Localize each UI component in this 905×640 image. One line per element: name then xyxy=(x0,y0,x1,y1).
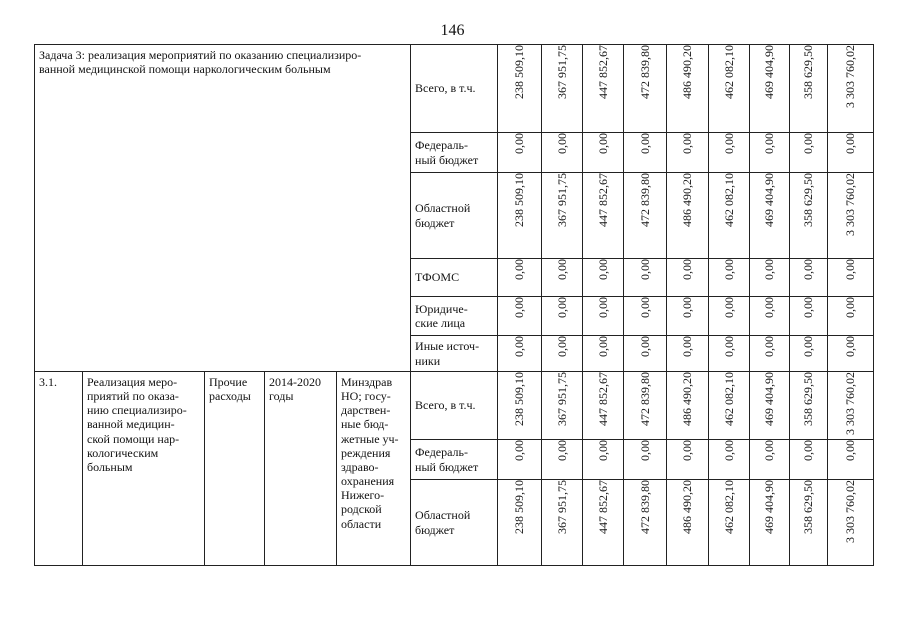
activity-name-line: нию специализиро- xyxy=(87,403,187,418)
value-2017: 0,00 xyxy=(637,336,652,357)
page-number: 146 xyxy=(440,22,465,39)
value-2014: 0,00 xyxy=(512,133,527,154)
source-line: Всего, в т.ч. xyxy=(415,398,476,413)
value-2015: 0,00 xyxy=(554,259,569,280)
value-extra: 0,00 xyxy=(801,259,816,280)
activity-name-line: кологическим xyxy=(87,445,159,460)
executor-line: ные бюд- xyxy=(341,417,389,432)
value-2020: 469 404,90 xyxy=(762,480,777,534)
value-total: 3 303 760,02 xyxy=(843,173,858,236)
source-line: Федераль- xyxy=(415,445,469,460)
source-label xyxy=(411,259,498,297)
source-label xyxy=(411,480,498,566)
executor-line: родской xyxy=(341,502,382,517)
source-line: ный бюджет xyxy=(415,459,479,474)
source-label xyxy=(411,173,498,259)
period-line: годы xyxy=(269,389,294,404)
expense-type-line: Прочие xyxy=(209,375,248,389)
value-2020: 469 404,90 xyxy=(762,45,777,99)
executor-line: жетные уч- xyxy=(341,431,399,446)
value-2018: 0,00 xyxy=(680,440,695,461)
value-2020: 469 404,90 xyxy=(762,173,777,227)
executor-line: здраво- xyxy=(341,459,379,474)
source-line: ские лица xyxy=(415,316,466,330)
executor-line: НО; госу- xyxy=(341,389,391,404)
value-2019: 0,00 xyxy=(721,133,736,154)
value-2020: 0,00 xyxy=(762,259,777,280)
value-total: 0,00 xyxy=(843,440,858,461)
source-line: бюджет xyxy=(415,215,455,230)
task-line: Задача 3: реализация мероприятий по оказанию специализиро- xyxy=(39,48,362,62)
value-2019: 0,00 xyxy=(721,336,736,357)
value-2020: 0,00 xyxy=(762,133,777,154)
executor-line: Минздрав xyxy=(341,375,393,389)
value-total: 0,00 xyxy=(843,297,858,318)
value-2016: 447 852,67 xyxy=(595,372,610,426)
source-line: ТФОМС xyxy=(415,270,460,285)
activity-name-line: больным xyxy=(87,459,133,474)
value-2016: 0,00 xyxy=(595,297,610,318)
value-total: 3 303 760,02 xyxy=(843,372,858,435)
value-2018: 0,00 xyxy=(680,133,695,154)
activity-name-line: приятий по оказа- xyxy=(87,389,179,404)
value-2019: 0,00 xyxy=(721,297,736,318)
activity-name-line: ской помощи нар- xyxy=(87,431,180,446)
source-line: Федераль- xyxy=(415,138,469,153)
expense-type xyxy=(205,372,265,566)
source-line: ный бюджет xyxy=(415,152,479,167)
task-row-total xyxy=(35,45,874,133)
source-label xyxy=(411,336,498,372)
value-extra: 358 629,50 xyxy=(801,45,816,99)
value-2018: 0,00 xyxy=(680,297,695,318)
value-2019: 0,00 xyxy=(721,259,736,280)
source-line: бюджет xyxy=(415,522,455,537)
value-2018: 486 490,20 xyxy=(680,45,695,99)
source-line: ники xyxy=(415,353,441,368)
value-extra: 0,00 xyxy=(801,440,816,461)
value-2018: 0,00 xyxy=(680,336,695,357)
value-total: 0,00 xyxy=(843,336,858,357)
value-2015: 0,00 xyxy=(554,336,569,357)
value-2017: 0,00 xyxy=(637,259,652,280)
value-total: 0,00 xyxy=(843,133,858,154)
value-2019: 462 082,10 xyxy=(721,480,736,534)
value-2017: 472 839,80 xyxy=(637,480,652,534)
value-2015: 0,00 xyxy=(554,440,569,461)
value-2014: 238 509,10 xyxy=(512,372,527,426)
period-line: 2014-2020 xyxy=(269,375,321,389)
value-2015: 0,00 xyxy=(554,297,569,318)
value-extra: 358 629,50 xyxy=(801,372,816,426)
value-2014: 0,00 xyxy=(512,336,527,357)
executor-line: области xyxy=(341,516,382,531)
executor-line: Нижего- xyxy=(341,488,385,503)
source-label xyxy=(411,372,498,440)
value-2019: 462 082,10 xyxy=(721,173,736,227)
expense-type-line: расходы xyxy=(209,389,251,404)
value-2014: 238 509,10 xyxy=(512,480,527,534)
source-label xyxy=(411,45,498,133)
value-total: 3 303 760,02 xyxy=(843,480,858,543)
value-total: 0,00 xyxy=(843,259,858,280)
source-line: Всего, в т.ч. xyxy=(415,81,476,96)
value-2016: 0,00 xyxy=(595,259,610,280)
value-extra: 0,00 xyxy=(801,297,816,318)
value-2020: 469 404,90 xyxy=(762,372,777,426)
value-2015: 367 951,75 xyxy=(554,45,569,99)
value-extra: 358 629,50 xyxy=(801,480,816,534)
value-2016: 447 852,67 xyxy=(595,173,610,227)
budget-table xyxy=(34,44,874,566)
value-extra: 0,00 xyxy=(801,336,816,357)
value-2016: 447 852,67 xyxy=(595,45,610,99)
source-label xyxy=(411,440,498,480)
activity-name-line: ванной медицин- xyxy=(87,417,175,432)
value-2017: 0,00 xyxy=(637,440,652,461)
executor xyxy=(337,372,411,566)
activity-name xyxy=(83,372,205,566)
value-2019: 0,00 xyxy=(721,440,736,461)
value-2014: 238 509,10 xyxy=(512,45,527,99)
source-line: Областной xyxy=(415,201,471,216)
value-2014: 238 509,10 xyxy=(512,173,527,227)
period xyxy=(265,372,337,566)
executor-line: дарствен- xyxy=(341,403,391,418)
value-2014: 0,00 xyxy=(512,297,527,318)
value-2014: 0,00 xyxy=(512,440,527,461)
value-2017: 472 839,80 xyxy=(637,173,652,227)
value-2020: 0,00 xyxy=(762,336,777,357)
value-2016: 0,00 xyxy=(595,440,610,461)
value-2020: 0,00 xyxy=(762,440,777,461)
value-2016: 0,00 xyxy=(595,133,610,154)
executor-line: реждения xyxy=(341,445,391,460)
value-2014: 0,00 xyxy=(512,259,527,280)
task-description xyxy=(35,45,411,372)
value-2019: 462 082,10 xyxy=(721,45,736,99)
source-line: Областной xyxy=(415,508,471,523)
value-2020: 0,00 xyxy=(762,297,777,318)
value-2018: 486 490,20 xyxy=(680,173,695,227)
value-2015: 0,00 xyxy=(554,133,569,154)
value-2017: 0,00 xyxy=(637,297,652,318)
value-2016: 447 852,67 xyxy=(595,480,610,534)
source-label xyxy=(411,133,498,173)
value-2015: 367 951,75 xyxy=(554,372,569,426)
value-2018: 0,00 xyxy=(680,259,695,280)
source-line: Иные источ- xyxy=(415,339,480,354)
source-label xyxy=(411,297,498,336)
value-extra: 358 629,50 xyxy=(801,173,816,227)
activity-row-total xyxy=(35,372,874,440)
value-2017: 0,00 xyxy=(637,133,652,154)
value-2017: 472 839,80 xyxy=(637,372,652,426)
value-2017: 472 839,80 xyxy=(637,45,652,99)
row-number: 3.1. xyxy=(35,372,83,566)
executor-line: охранения xyxy=(341,474,395,489)
task-line: ванной медицинской помощи наркологическим больным xyxy=(39,62,331,77)
value-2018: 486 490,20 xyxy=(680,480,695,534)
value-extra: 0,00 xyxy=(801,133,816,154)
value-2015: 367 951,75 xyxy=(554,173,569,227)
value-2018: 486 490,20 xyxy=(680,372,695,426)
source-line: Юридиче- xyxy=(415,301,468,316)
value-2019: 462 082,10 xyxy=(721,372,736,426)
value-2016: 0,00 xyxy=(595,336,610,357)
activity-name-line: Реализация меро- xyxy=(87,375,178,389)
value-2015: 367 951,75 xyxy=(554,480,569,534)
value-total: 3 303 760,02 xyxy=(843,45,858,108)
